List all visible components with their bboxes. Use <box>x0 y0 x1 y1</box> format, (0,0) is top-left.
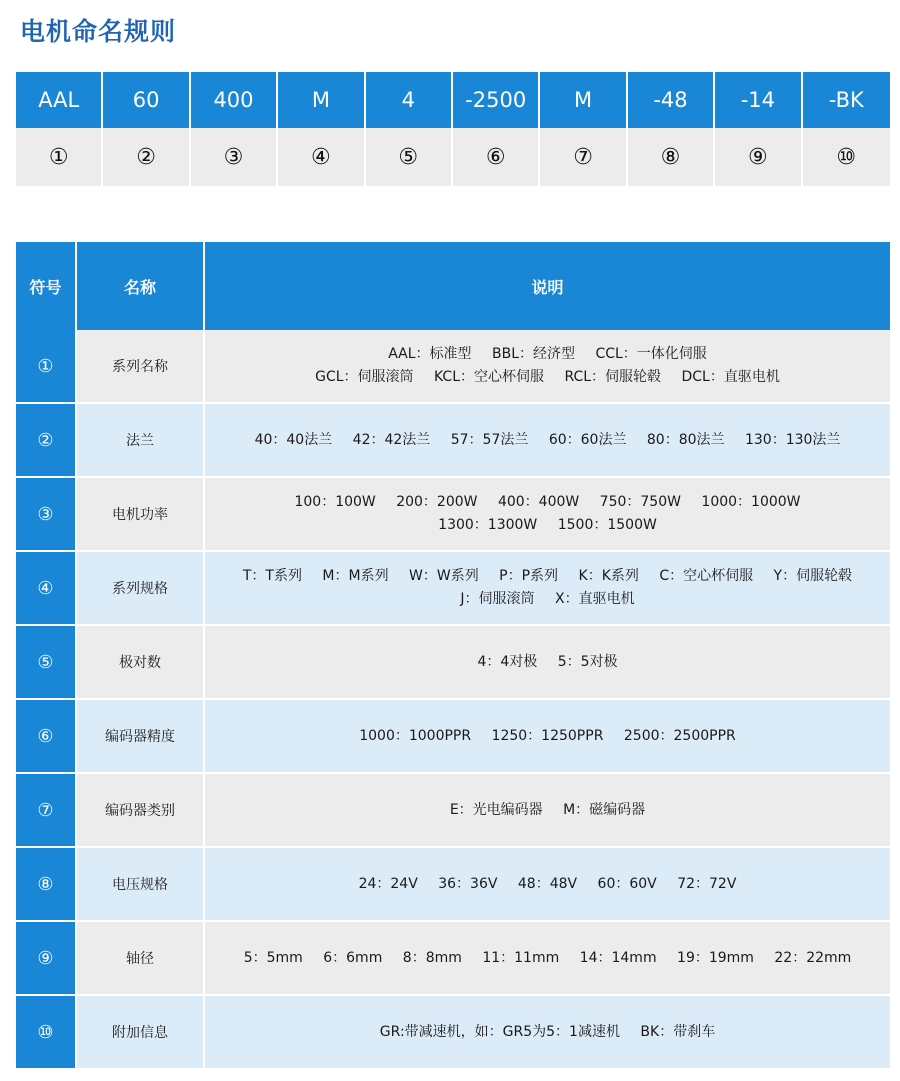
code-cell: AAL <box>16 72 103 128</box>
row-symbol: ⑧ <box>16 847 76 921</box>
row-name: 电机功率 <box>76 477 204 551</box>
index-cell: ⑥ <box>453 128 540 186</box>
table-row <box>16 477 890 551</box>
row-symbol: ⑨ <box>16 921 76 995</box>
code-cell: 4 <box>366 72 453 128</box>
table-row <box>16 625 890 699</box>
row-name: 轴径 <box>76 921 204 995</box>
description-line: 40：40法兰 42：42法兰 57：57法兰 60：60法兰 80：80法兰 130：130法兰 <box>254 431 841 448</box>
row-name: 法兰 <box>76 403 204 477</box>
row-description <box>204 477 890 551</box>
row-name: 编码器精度 <box>76 699 204 773</box>
table-row <box>16 773 890 847</box>
code-cell: -48 <box>628 72 715 128</box>
table-row <box>16 330 890 403</box>
row-symbol: ② <box>16 403 76 477</box>
row-symbol: ④ <box>16 551 76 625</box>
row-description <box>204 921 890 995</box>
row-name: 极对数 <box>76 625 204 699</box>
row-symbol: ⑥ <box>16 699 76 773</box>
code-cell: -2500 <box>453 72 540 128</box>
index-cell: ④ <box>278 128 365 186</box>
row-symbol: ① <box>16 330 76 403</box>
page-title: 电机命名规则 <box>20 17 177 46</box>
description-line: 5：5mm 6：6mm 8：8mm 11：11mm 14：14mm 19：19mm 22：22mm <box>243 949 852 966</box>
index-cell: ② <box>103 128 190 186</box>
row-description <box>204 551 890 625</box>
table-row <box>16 847 890 921</box>
description-line: T：T系列 M：M系列 W：W系列 P：P系列 K：K系列 C：空心杯伺服 Y：伺服轮毂 <box>242 568 853 584</box>
row-description <box>204 773 890 847</box>
row-description <box>204 330 890 403</box>
row-description <box>204 625 890 699</box>
description-line: GCL：伺服滚筒 KCL：空心杯伺服 RCL：伺服轮毂 DCL：直驱电机 <box>315 369 780 385</box>
index-cell: ⑩ <box>803 128 890 186</box>
code-cell: 400 <box>191 72 278 128</box>
row-name: 系列名称 <box>76 330 204 403</box>
table-row <box>16 403 890 477</box>
description-line: 100：100W 200：200W 400：400W 750：750W 1000：1000W <box>294 494 801 510</box>
row-name: 编码器类别 <box>76 773 204 847</box>
table-header-row <box>16 242 890 330</box>
row-name: 电压规格 <box>76 847 204 921</box>
table-row <box>16 551 890 625</box>
index-cell: ① <box>16 128 103 186</box>
table-row <box>16 921 890 995</box>
row-symbol: ⑩ <box>16 995 76 1069</box>
description-line: E：光电编码器 M：磁编码器 <box>449 801 646 818</box>
code-cell: -14 <box>715 72 802 128</box>
description-line: 1300：1300W 1500：1500W <box>438 517 657 533</box>
description-line: J：伺服滚筒 X：直驱电机 <box>460 591 635 607</box>
code-cell: M <box>540 72 627 128</box>
description-line: 4：4对极 5：5对极 <box>477 653 618 670</box>
code-cell: 60 <box>103 72 190 128</box>
description-line: 24：24V 36：36V 48：48V 60：60V 72：72V <box>358 875 737 892</box>
index-cell: ⑦ <box>540 128 627 186</box>
table-row <box>16 699 890 773</box>
header-name: 名称 <box>76 242 204 330</box>
code-cell: -BK <box>803 72 890 128</box>
row-description <box>204 995 890 1069</box>
row-symbol: ⑦ <box>16 773 76 847</box>
row-name: 系列规格 <box>76 551 204 625</box>
row-name: 附加信息 <box>76 995 204 1069</box>
row-description <box>204 699 890 773</box>
description-line: AAL：标准型 BBL：经济型 CCL：一体化伺服 <box>388 346 707 362</box>
description-line: 1000：1000PPR 1250：1250PPR 2500：2500PPR <box>359 727 736 744</box>
row-description <box>204 403 890 477</box>
naming-detail-table <box>16 242 890 1070</box>
description-line: GR:带减速机，如：GR5为5：1减速机 BK：带刹车 <box>379 1023 716 1040</box>
row-symbol: ⑤ <box>16 625 76 699</box>
table-row <box>16 995 890 1069</box>
row-description <box>204 847 890 921</box>
index-cell: ⑧ <box>628 128 715 186</box>
row-symbol: ③ <box>16 477 76 551</box>
model-code-table <box>16 72 890 186</box>
index-cell: ⑨ <box>715 128 802 186</box>
index-cell: ⑤ <box>366 128 453 186</box>
header-description: 说明 <box>204 242 890 330</box>
index-cell: ③ <box>191 128 278 186</box>
header-symbol: 符号 <box>16 242 76 330</box>
code-cell: M <box>278 72 365 128</box>
